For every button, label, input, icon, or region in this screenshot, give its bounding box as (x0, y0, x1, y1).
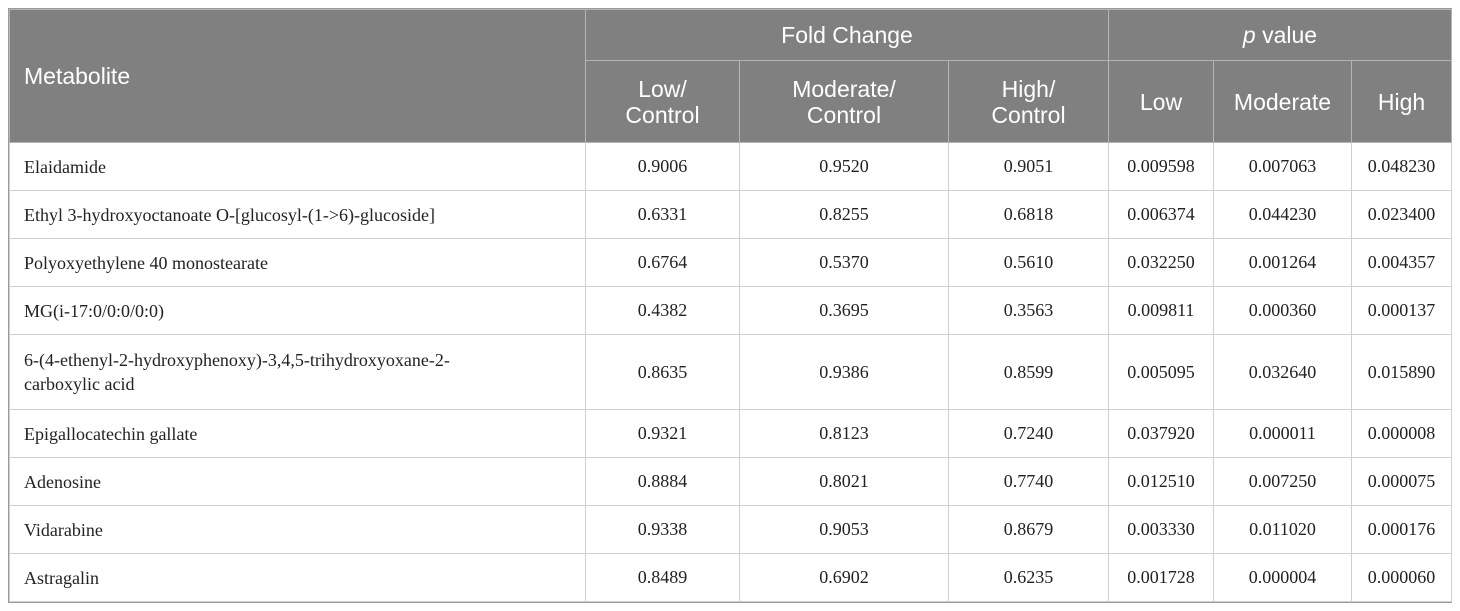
fold-change-low: 0.6331 (586, 191, 740, 239)
header-row-1 (10, 10, 1452, 61)
p-value-label: value (1255, 22, 1318, 48)
fold-change-high: 0.3563 (949, 287, 1109, 335)
fold-change-moderate: 0.8021 (740, 458, 949, 506)
p-value-moderate: 0.011020 (1214, 506, 1352, 554)
table-row (10, 506, 1452, 554)
p-value-low: 0.009811 (1109, 287, 1214, 335)
p-value-moderate: 0.032640 (1214, 335, 1352, 410)
p-value-high: 0.000075 (1352, 458, 1452, 506)
fold-change-moderate: 0.8255 (740, 191, 949, 239)
p-value-high: 0.000008 (1352, 410, 1452, 458)
p-value-low: 0.009598 (1109, 143, 1214, 191)
col-header-p-low: Low (1109, 61, 1214, 143)
p-value-low: 0.006374 (1109, 191, 1214, 239)
fold-change-moderate: 0.9520 (740, 143, 949, 191)
p-value-moderate: 0.000011 (1214, 410, 1352, 458)
fold-change-low: 0.4382 (586, 287, 740, 335)
fold-change-moderate: 0.6902 (740, 554, 949, 602)
fold-change-moderate: 0.8123 (740, 410, 949, 458)
p-value-low: 0.032250 (1109, 239, 1214, 287)
table-row (10, 458, 1452, 506)
metabolite-name: Elaidamide (10, 143, 586, 191)
table-row (10, 287, 1452, 335)
fold-change-low: 0.8635 (586, 335, 740, 410)
p-value-high: 0.000176 (1352, 506, 1452, 554)
col-header-high-control: High/ Control (949, 61, 1109, 143)
fold-change-high: 0.5610 (949, 239, 1109, 287)
fold-change-low: 0.9338 (586, 506, 740, 554)
p-value-low: 0.005095 (1109, 335, 1214, 410)
metabolite-table (9, 9, 1452, 602)
p-value-low: 0.001728 (1109, 554, 1214, 602)
p-value-high: 0.000060 (1352, 554, 1452, 602)
p-value-moderate: 0.000004 (1214, 554, 1352, 602)
fold-change-moderate: 0.5370 (740, 239, 949, 287)
metabolite-name: Polyoxyethylene 40 monostearate (10, 239, 586, 287)
fold-change-high: 0.9051 (949, 143, 1109, 191)
p-value-moderate: 0.007250 (1214, 458, 1352, 506)
metabolite-name: Vidarabine (10, 506, 586, 554)
fold-change-moderate: 0.3695 (740, 287, 949, 335)
fold-change-low: 0.6764 (586, 239, 740, 287)
col-header-p-high: High (1352, 61, 1452, 143)
fold-change-low: 0.9321 (586, 410, 740, 458)
table-row (10, 554, 1452, 602)
p-value-low: 0.003330 (1109, 506, 1214, 554)
metabolite-name: 6-(4-ethenyl-2-hydroxyphenoxy)-3,4,5-trihydroxyoxane-2- carboxylic acid (10, 335, 586, 410)
p-value-moderate: 0.001264 (1214, 239, 1352, 287)
fold-change-high: 0.7240 (949, 410, 1109, 458)
p-italic-label: p (1242, 22, 1256, 48)
col-header-moderate-control: Moderate/ Control (740, 61, 949, 143)
table-row (10, 239, 1452, 287)
p-value-high: 0.048230 (1352, 143, 1452, 191)
fold-change-high: 0.8679 (949, 506, 1109, 554)
table-row (10, 143, 1452, 191)
fold-change-high: 0.8599 (949, 335, 1109, 410)
metabolite-name: Adenosine (10, 458, 586, 506)
metabolite-name: Ethyl 3-hydroxyoctanoate O-[glucosyl-(1->6)-glucoside] (10, 191, 586, 239)
p-value-high: 0.023400 (1352, 191, 1452, 239)
results-table-frame (8, 8, 1452, 603)
table-row (10, 410, 1452, 458)
metabolite-name: Astragalin (10, 554, 586, 602)
fold-change-high: 0.7740 (949, 458, 1109, 506)
col-header-p-moderate: Moderate (1214, 61, 1352, 143)
p-value-high: 0.015890 (1352, 335, 1452, 410)
p-value-moderate: 0.007063 (1214, 143, 1352, 191)
col-group-fold-change: Fold Change (586, 10, 1109, 61)
p-value-low: 0.012510 (1109, 458, 1214, 506)
fold-change-low: 0.8884 (586, 458, 740, 506)
col-header-low-control: Low/ Control (586, 61, 740, 143)
table-row (10, 191, 1452, 239)
metabolite-name: MG(i-17:0/0:0/0:0) (10, 287, 586, 335)
col-group-p-value (1109, 10, 1452, 61)
p-value-high: 0.004357 (1352, 239, 1452, 287)
p-value-low: 0.037920 (1109, 410, 1214, 458)
fold-change-low: 0.8489 (586, 554, 740, 602)
col-header-metabolite: Metabolite (10, 10, 586, 143)
fold-change-high: 0.6235 (949, 554, 1109, 602)
p-value-moderate: 0.044230 (1214, 191, 1352, 239)
p-value-moderate: 0.000360 (1214, 287, 1352, 335)
fold-change-moderate: 0.9053 (740, 506, 949, 554)
fold-change-high: 0.6818 (949, 191, 1109, 239)
fold-change-moderate: 0.9386 (740, 335, 949, 410)
metabolite-name: Epigallocatechin gallate (10, 410, 586, 458)
p-value-high: 0.000137 (1352, 287, 1452, 335)
table-row (10, 335, 1452, 410)
fold-change-low: 0.9006 (586, 143, 740, 191)
